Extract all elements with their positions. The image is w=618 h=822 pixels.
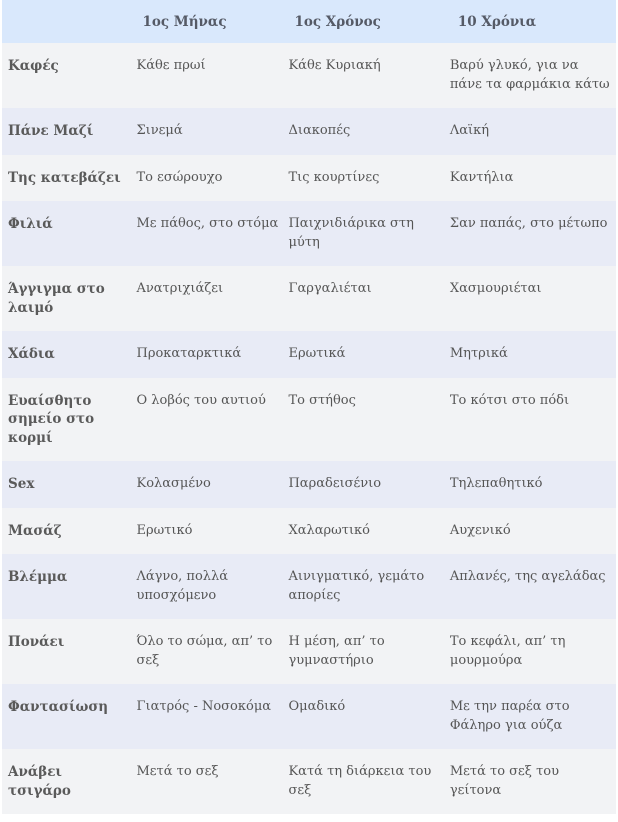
table-row bbox=[2, 554, 616, 619]
header-ten-years: 10 Χρόνια bbox=[457, 13, 537, 30]
cell-first-year: Ομαδικό bbox=[288, 699, 346, 714]
row-label: Της κατεβάζει bbox=[8, 169, 121, 186]
row-label: Πονάει bbox=[8, 634, 65, 650]
table-row bbox=[2, 108, 616, 155]
table-row bbox=[2, 201, 616, 266]
cell-first-year: Γαργαλιέται bbox=[288, 281, 372, 296]
cell-first-month: Κάθε πρωί bbox=[136, 58, 206, 73]
cell-first-month: Σινεμά bbox=[136, 123, 183, 138]
cell-ten-years: Λαϊκή bbox=[449, 123, 490, 138]
cell-ten-years: Χασμουριέται bbox=[449, 281, 542, 296]
cell-first-month: Με πάθος, στο στόμα bbox=[136, 216, 279, 231]
cell-first-year: Η μέση, απ’ το γυμναστήριο bbox=[288, 634, 385, 668]
row-label: Άγγιγμα στο λαιμό bbox=[8, 281, 105, 316]
cell-first-month: Γιατρός - Νοσοκόμα bbox=[136, 699, 272, 714]
cell-first-year: Παιχνιδιάρικα στη μύτη bbox=[288, 216, 414, 250]
cell-first-month: Ο λοβός του αυτιού bbox=[136, 392, 266, 408]
cell-ten-years: Το κότσι στο πόδι bbox=[449, 392, 570, 408]
cell-first-year: Διακοπές bbox=[288, 123, 351, 138]
comparison-table bbox=[2, 0, 616, 814]
table-row bbox=[2, 378, 616, 462]
cell-ten-years: Καντήλια bbox=[449, 169, 514, 185]
row-label: Καφές bbox=[8, 58, 59, 74]
row-label: Πάνε Μαζί bbox=[8, 123, 94, 139]
cell-first-year: Κατά τη διάρκεια του σεξ bbox=[288, 764, 432, 798]
row-label: Μασάζ bbox=[8, 522, 62, 539]
cell-first-month: Μετά το σεξ bbox=[136, 764, 219, 779]
row-label: Ανάβει τσιγάρο bbox=[8, 764, 71, 799]
cell-first-month: Λάγνο, πολλά υποσχόμενο bbox=[136, 569, 229, 603]
row-label: Ευαίσθητο σημείο στο κορμί bbox=[8, 392, 95, 446]
table-row bbox=[2, 508, 616, 555]
cell-first-year: Χαλαρωτικό bbox=[288, 522, 371, 538]
cell-first-month: Ανατριχιάζει bbox=[136, 281, 224, 296]
cell-first-month: Ερωτικό bbox=[136, 522, 193, 538]
cell-ten-years: Τηλεπαθητικό bbox=[449, 476, 543, 491]
table-header-row bbox=[2, 0, 616, 43]
cell-first-month: Όλο το σώμα, απ’ το σεξ bbox=[136, 634, 273, 668]
row-label: Φαντασίωση bbox=[8, 699, 109, 715]
header-first-year: 1ος Χρόνος bbox=[294, 13, 381, 30]
cell-ten-years: Το κεφάλι, απ’ τη μουρμούρα bbox=[449, 634, 566, 668]
row-label: Sex bbox=[8, 476, 35, 492]
table-row bbox=[2, 43, 616, 108]
cell-first-year: Το στήθος bbox=[288, 392, 356, 408]
header-first-month: 1ος Μήνας bbox=[142, 13, 227, 30]
cell-first-month: Το εσώρουχο bbox=[136, 169, 223, 185]
table-row bbox=[2, 749, 616, 814]
cell-ten-years: Απλανές, της αγελάδας bbox=[449, 569, 606, 584]
cell-ten-years: Μετά το σεξ του γείτονα bbox=[449, 764, 559, 798]
row-label: Χάδια bbox=[8, 346, 55, 362]
cell-first-year: Παραδεισένιο bbox=[288, 476, 382, 491]
cell-first-year: Αινιγματικό, γεμάτο απορίες bbox=[288, 569, 425, 603]
cell-first-year: Κάθε Κυριακή bbox=[288, 58, 381, 73]
table-row bbox=[2, 461, 616, 508]
cell-ten-years: Με την παρέα στο Φάληρο για ούζα bbox=[449, 699, 570, 733]
cell-ten-years: Σαν παπάς, στο μέτωπο bbox=[449, 216, 608, 231]
cell-first-year: Ερωτικά bbox=[288, 346, 346, 361]
table-row bbox=[2, 684, 616, 749]
cell-ten-years: Βαρύ γλυκό, για να πάνε τα φαρμάκια κάτω bbox=[449, 58, 610, 92]
row-label: Βλέμμα bbox=[8, 569, 68, 585]
cell-first-year: Τις κουρτίνες bbox=[288, 169, 380, 185]
cell-first-month: Προκαταρκτικά bbox=[136, 346, 242, 361]
cell-ten-years: Αυχενικό bbox=[449, 522, 511, 538]
table-row bbox=[2, 619, 616, 684]
table-row bbox=[2, 266, 616, 331]
cell-first-month: Κολασμένο bbox=[136, 476, 211, 491]
cell-ten-years: Μητρικά bbox=[449, 346, 508, 361]
table-row bbox=[2, 155, 616, 202]
header-empty-cell bbox=[2, 0, 130, 43]
row-label: Φιλιά bbox=[8, 216, 53, 232]
table-row bbox=[2, 331, 616, 378]
